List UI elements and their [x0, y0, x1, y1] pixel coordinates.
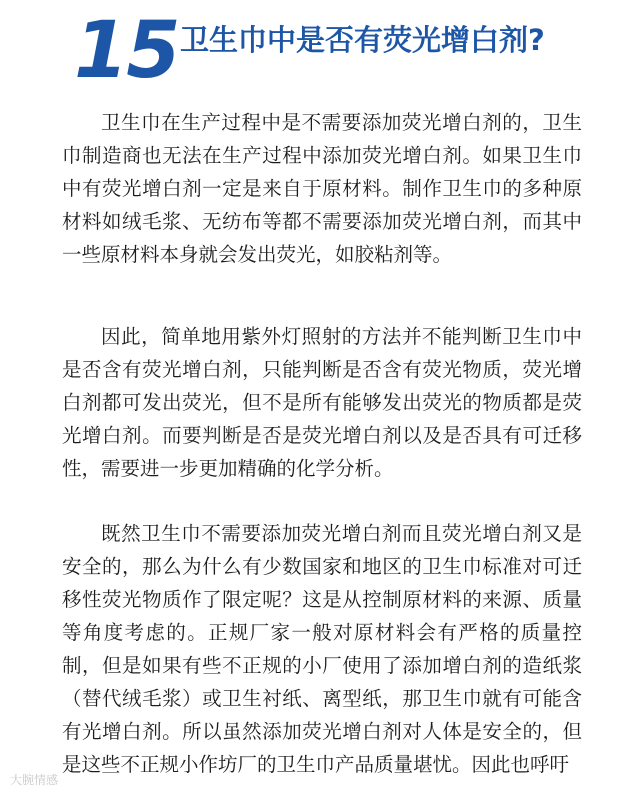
- paragraph-1: 卫生巾在生产过程中是不需要添加荧光增白剂的，卫生巾制造商也无法在生产过程中添加荧光增白剂。如果卫生巾中有荧光增白剂一定是来自于原材料。制作卫生巾的多种原材料如绒毛浆、无纺布等都不需要添加荧光增白剂，而其中一些原材料本身就会发出荧光，如胶粘剂等。: [62, 111, 582, 266]
- paragraph-2: 因此，简单地用紫外灯照射的方法并不能判断卫生巾中是否含有荧光增白剂，只能判断是否含有荧光物质，荧光增白剂都可发出荧光，但不是所有能够发出荧光的物质都是荧光增白剂。而要判断是否是荧光增白剂以及是否具有可迁移性，需要进一步更加精确的化学分析。: [62, 325, 582, 480]
- paragraph-3: 既然卫生巾不需要添加荧光增白剂而且荧光增白剂又是安全的，那么为什么有少数国家和地区的卫生巾标准对可迁移性荧光物质作了限定呢？这是从控制原材料的来源、质量等角度考虑的。正规厂家一般对原材料会有严格的质量控制，但是如果有些不正规的小厂使用了添加增白剂的造纸浆（替代绒毛浆）或卫生衬纸、离型纸，那卫生巾就有可能含有光增白剂。所以虽然添加荧光增白剂对人体是安全的，但是这些不正规小作坊厂的卫生巾产品质量堪忧。因此也呼吁: [62, 522, 582, 776]
- section-header: [0, 0, 628, 100]
- watermark: 大腕情感: [10, 773, 59, 787]
- section-title: 卫生巾中是否有荧光增白剂?: [180, 23, 545, 57]
- section-number: 15: [74, 6, 179, 96]
